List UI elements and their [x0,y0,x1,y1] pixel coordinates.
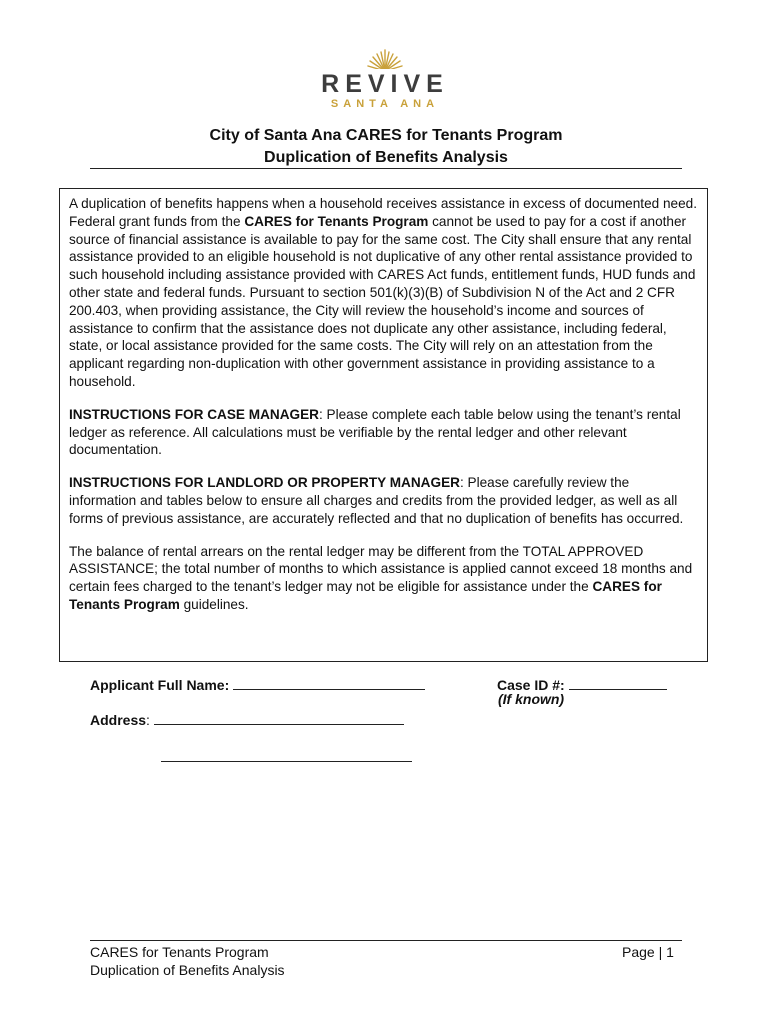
applicant-name-label: Applicant Full Name: [90,677,230,693]
logo-subtitle: SANTA ANA [330,98,440,110]
footer-divider [90,940,682,941]
footer-doc-title: Duplication of Benefits Analysis [90,962,285,978]
applicant-name-field [90,675,425,693]
logo-wordmark: REVIVE [321,70,449,98]
address-input-line1[interactable] [154,710,404,725]
landlord-instructions: INSTRUCTIONS FOR LANDLORD OR PROPERTY MANAGER: Please carefully review the information and tables below to ensure all charges and credits from the provided ledger, as well as all forms of previous assistance, are accurately reflected and that no duplication of benefits has occurred. [69,475,684,526]
revive-santa-ana-logo [315,44,455,114]
address-label: Address [90,712,147,728]
case-manager-instructions: INSTRUCTIONS FOR CASE MANAGER: Please complete each table below using the tenant’s rental ledger as reference. All calculations must be verifiable by the rental ledger and other relevant documentation. [69,406,681,458]
info-box [59,188,708,662]
address-field: Address: [90,710,404,728]
intro-paragraph: A duplication of benefits happens when a household receives assistance in excess of documented need. Federal grant funds from the CARES for Tenants Program cannot be used to pay for a cost if another source of financial assistance is available to pay for the same cost. The City shall ensure that any rental assistance provided to an eligible household is not duplicative of any other rental assistance provided to such household including assistance provided with CARES Act funds, entitlement funds, HUD funds and other state and federal funds. Pursuant to section 501(k)(3)(B) of Subdivision N of the Act and 2 CFR 200.403, when providing assistance, the City will review the household’s income and sources of assistance to confirm that the assistance does not duplicate any other assistance, including federal, state, or local assistance provided for the same costs. The City will rely on an attestation from the applicant regarding non-duplication with other government assistance in providing assistance to a household. [69,196,697,389]
title-divider [90,168,682,169]
document-subtitle: Duplication of Benefits Analysis [264,149,508,166]
page-number: Page | 1 [622,944,674,960]
footer-left [90,943,285,979]
case-id-label: Case ID #: [497,677,565,693]
case-id-input[interactable] [569,675,667,690]
footer-program: CARES for Tenants Program [90,944,269,960]
case-id-note: (If known) [498,691,565,707]
address-input-line2[interactable] [161,747,412,762]
applicant-name-input[interactable] [233,675,425,690]
document-title: City of Santa Ana CARES for Tenants Program [209,127,563,144]
arrears-note: The balance of rental arrears on the rental ledger may be different from the TOTAL APPROVED ASSISTANCE; the total number of months to which assistance is applied cannot exceed 18 months and certain fees charged to the tenant’s ledger may not be eligible for assistance under the CARES for Tenants Program guidelines. [69,543,693,612]
